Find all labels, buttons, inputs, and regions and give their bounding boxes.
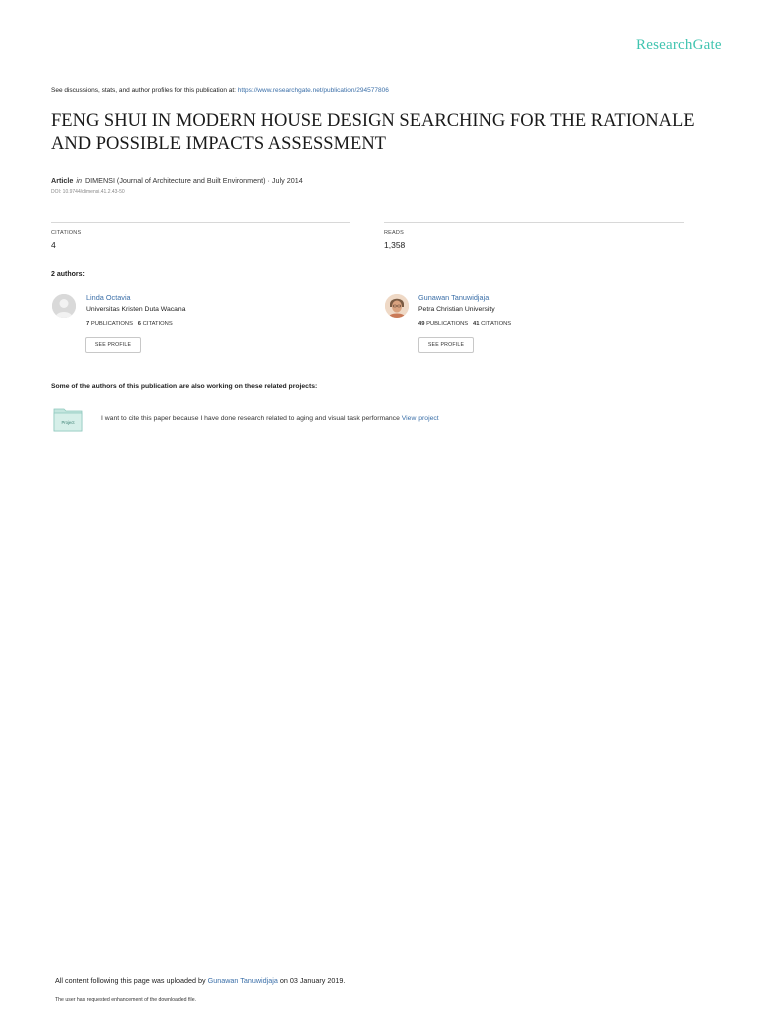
citations-count: 41 (473, 321, 480, 327)
publication-meta (51, 176, 303, 185)
reads-label: READS (384, 230, 404, 236)
publications-count: 49 (418, 321, 425, 327)
citations-label: CITATIONS (51, 230, 82, 236)
avatar-placeholder-icon[interactable] (52, 294, 76, 318)
see-profile-button[interactable]: SEE PROFILE (85, 337, 141, 353)
author-name[interactable]: Linda Octavia (86, 293, 131, 302)
related-projects-heading: Some of the authors of this publication are also working on these related projects: (51, 383, 318, 390)
publications-label: PUBLICATIONS (426, 321, 469, 327)
uploader-link[interactable]: Gunawan Tanuwidjaja (207, 976, 278, 985)
researchgate-logo[interactable]: ResearchGate (636, 37, 722, 53)
see-profile-button[interactable]: SEE PROFILE (418, 337, 474, 353)
project-icon-label: Project (61, 420, 75, 425)
publication-type: Article (51, 176, 74, 185)
author-institution: Universitas Kristen Duta Wacana (86, 306, 186, 313)
citations-label: CITATIONS (481, 321, 512, 327)
project-item (101, 415, 439, 422)
citations-label: CITATIONS (142, 321, 173, 327)
upload-suffix: on 03 January 2019. (277, 976, 346, 985)
publication-venue: DIMENSI (Journal of Architecture and Built Environment) · July 2014 (84, 176, 303, 185)
project-description: I want to cite this paper because I have done research related to aging and visual task performance (101, 415, 402, 422)
avatar-photo-icon[interactable] (385, 294, 409, 318)
publications-count: 7 (86, 321, 90, 327)
publication-doi: DOI: 10.9744/dimensi.41.2.43-50 (51, 189, 125, 195)
divider-citations (51, 222, 350, 223)
author-institution: Petra Christian University (418, 306, 495, 313)
in-word: in (76, 176, 82, 185)
upload-notice (55, 976, 345, 985)
upload-prefix: All content following this page was uploaded by (55, 976, 208, 985)
enhancement-note: The user has requested enhancement of the downloaded file. (55, 997, 197, 1003)
divider-reads (384, 222, 684, 223)
author-stats (418, 321, 511, 327)
authors-heading: 2 authors: (51, 271, 85, 278)
citations-count: 6 (137, 321, 142, 327)
publication-link[interactable]: https://www.researchgate.net/publication/294577806 (237, 87, 389, 94)
publication-title: FENG SHUI IN MODERN HOUSE DESIGN SEARCHING FOR THE RATIONALE AND POSSIBLE IMPACTS ASSESSMENT (51, 111, 695, 154)
citations-value: 4 (51, 240, 56, 250)
discussion-line (51, 87, 389, 94)
author-stats (86, 321, 173, 327)
view-project-link[interactable]: View project (401, 415, 439, 422)
author-name[interactable]: Gunawan Tanuwidjaja (418, 293, 490, 302)
reads-value: 1,358 (384, 240, 406, 250)
project-folder-icon[interactable] (53, 406, 83, 432)
publications-label: PUBLICATIONS (90, 321, 133, 327)
discussion-text: See discussions, stats, and author profiles for this publication at: (51, 87, 238, 94)
